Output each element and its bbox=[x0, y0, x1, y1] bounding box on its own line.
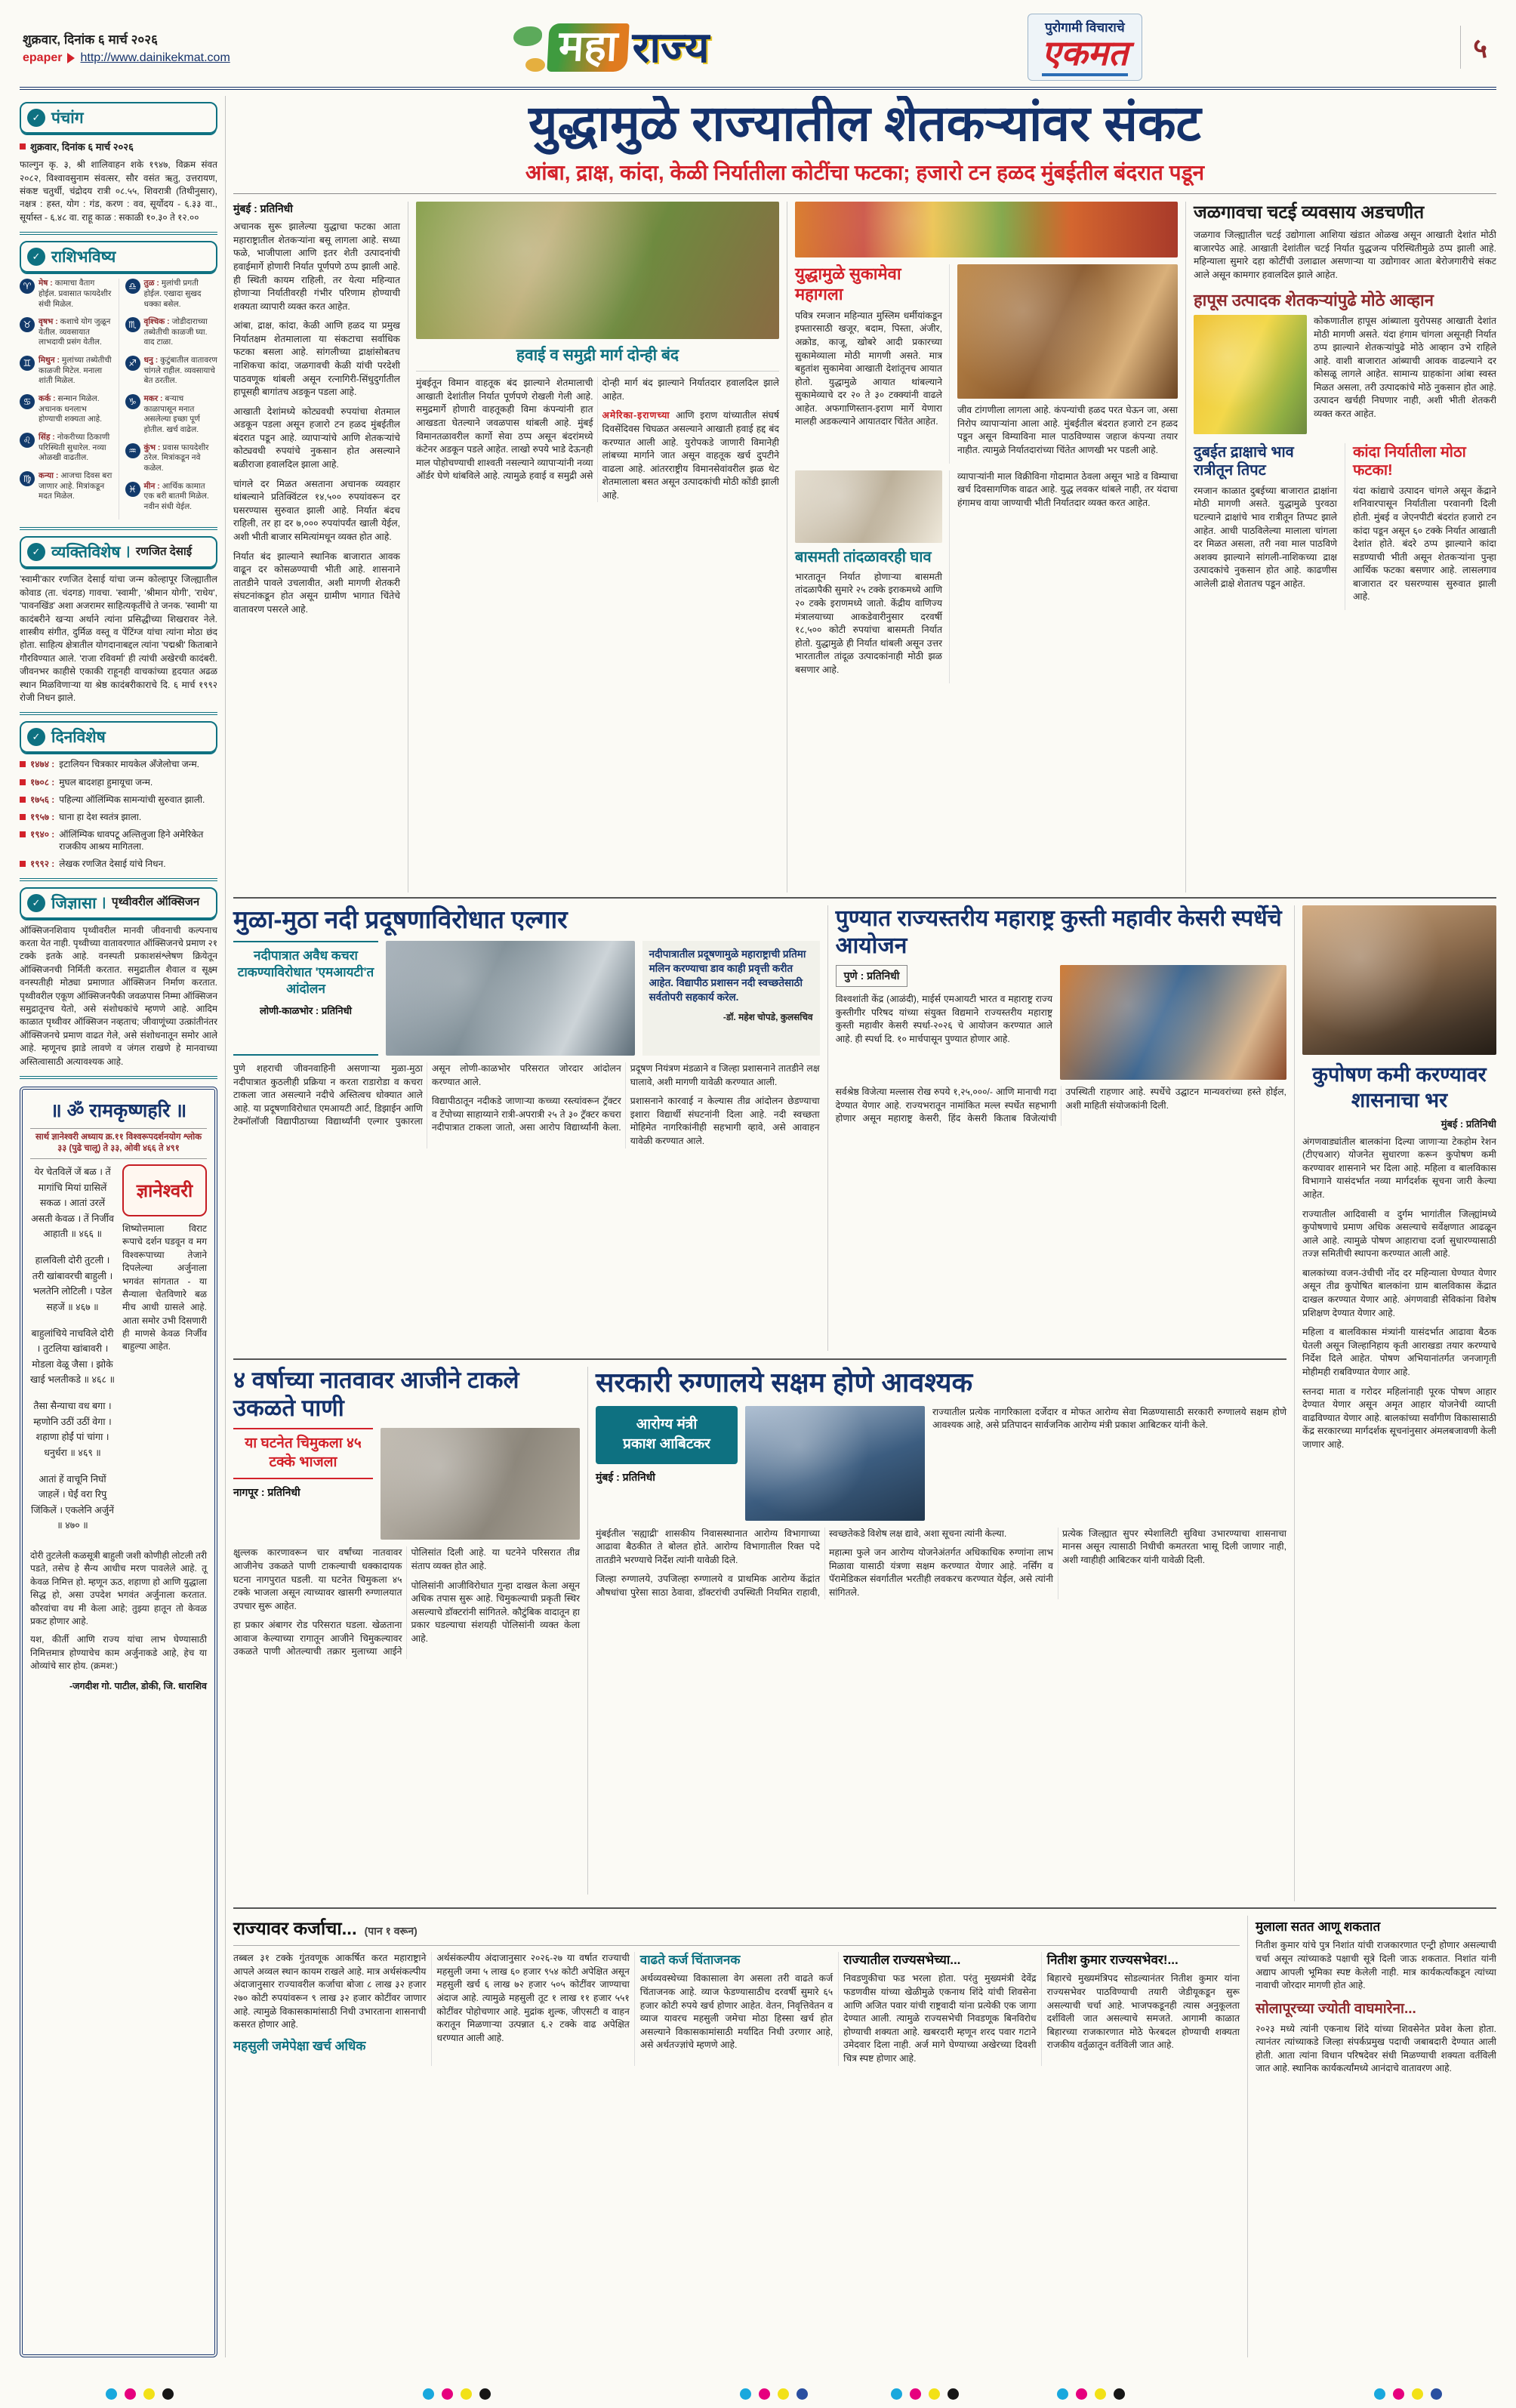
article-paragraph: पोलिसांनी आजीविरोधात गुन्हा दाखल केला असून अधिक तपास सुरू आहे. चिमुकल्याची प्रकृती स्थिर असल्याचे डॉक्टरांनी सांगितले. कौटुंबिक वादातून हा प्रकार घडल्याचा संशयही पोलिसांनी व्यक्त केला आहे. bbox=[411, 1580, 580, 1644]
kanda-headline: कांदा निर्यातीला मोठा फटका! bbox=[1353, 444, 1466, 479]
nishant-subhead: मुलाला सतत आणू शकतात bbox=[1256, 1919, 1381, 1935]
article-paragraph: निवडणुकीचा फड भरला होता. परंतु मुख्यमंत्री देवेंद्र फडणवीस यांच्या खेळीमुळे एकनाथ शिंदे यांची शिवसेना आणि अजित पवार यांची राष्ट्रवादी यांना प्रत्येकी एक जागा देण्यात आली. त्यामुळे राज्यसभेची निवडणूक बिनविरोध होण्याची शक्यता आहे. खबरदारी म्हणून शरद पवार गटाने उमेदवार दिला नाही. अर्ज मागे घेण्याच्या अखेरच्या दिवशी चित्र स्पष्ट होणार आहे. bbox=[843, 1973, 1037, 2064]
right-stories-column bbox=[1194, 202, 1496, 893]
karja-headline: राज्यावर कर्जाचा... bbox=[233, 1919, 357, 1940]
zodiac-leo-icon: ♌ bbox=[20, 433, 35, 448]
hospital-article bbox=[596, 1367, 1286, 1895]
article-paragraph: राज्यातील प्रत्येक नागरिकाला दर्जेदार व मोफत आरोग्य सेवा मिळण्यासाठी सरकारी रुग्णालये सक्षम होणे आवश्यक आहे, असे प्रतिपादन सार्वजनिक आरोग्य मंत्री प्रकाश आबिटकर यांनी केले. bbox=[932, 1406, 1286, 1431]
kuposhan-article bbox=[1294, 905, 1496, 1901]
dryfruit-column bbox=[795, 202, 1186, 893]
quote-box: नदीपात्रातील प्रदूषणामुळे महाराष्ट्राची प्रतिमा मलिन करण्याचा डाव काही प्रवृत्ती करीत आहेत. विद्यापीठ प्रशासन नदी स्वच्छतेसाठी सर्वतोपरी सहकार्य करेल. -डॉ. महेश चोपडे, कुलसचिव bbox=[642, 941, 820, 1056]
rashi-item: ♈ मेष : कामाचा वैताग होईल. प्रवासात फायदेशीर संधी मिळेल. bbox=[20, 279, 112, 310]
epaper-label[interactable]: epaper bbox=[23, 51, 63, 64]
divider: | bbox=[126, 545, 131, 559]
article-paragraph: अमेरिका-इराणच्या आणि इराण यांच्यातील संघर्ष दिवसेंदिवस चिघळत असल्याने आखाती हवाई हद्द बंद करण्यात आली आहे. युरोपकडे जाणारी विमानेही लांबच्या मार्गाने जात असून वाहतूक खर्च दुपटीने वाढला आहे. आंतरराष्ट्रीय विमानसेवांवरील झळ थेट शेतमालाला बसत असून उत्पादकांची मोठी कोंडी झाली आहे. bbox=[602, 410, 780, 501]
panchang-section bbox=[20, 96, 217, 235]
bullet-icon bbox=[20, 814, 26, 820]
masthead-rajya: राज्य bbox=[632, 23, 710, 71]
panchang-title: पंचांग bbox=[51, 109, 84, 128]
print-registration-marks bbox=[0, 2388, 1516, 2403]
kusti-headline: पुण्यात राज्यस्तरीय महाराष्ट्र कुस्ती महावीर केसरी स्पर्धेचे आयोजन bbox=[835, 906, 1282, 958]
article-paragraph: राज्यातील आदिवासी व दुर्गम भागांतील जिल्ह्यांमध्ये कुपोषणाचे प्रमाण अधिक असल्याचे सर्वेक्षणात आढळून आले आहे. त्यामुळे पोषण आहाराचा दर्जा सुधारण्यासाठी तज्ज्ञ समितीची स्थापना करण्यात आली आहे. bbox=[1302, 1208, 1496, 1259]
dinvishesh-item: १९५७ : घाना हा देश स्वतंत्र झाला. bbox=[20, 811, 217, 823]
woman-portrait-photo bbox=[1302, 905, 1496, 1055]
masthead-bar bbox=[20, 14, 1496, 90]
article-paragraph: जिल्हा रुग्णालये, उपजिल्हा रुग्णालये व प्राथमिक आरोग्य केंद्रांत औषधांचा पुरेसा साठा ठेवावा, डॉक्टरांची उपस्थिती नियमित राहावी, स्वच्छतेकडे विशेष लक्ष द्यावे, अशा सूचना त्यांनी केल्या. bbox=[596, 1528, 1007, 1598]
jidnyasa-body: ऑक्सिजनशिवाय पृथ्वीवरील मानवी जीवनाची कल्पनाच करता येत नाही. पृथ्वीच्या वातावरणात ऑक्सिजनचे प्रमाण २१ टक्के इतके आहे. वनस्पती प्रकाशसंश्लेषण क्रियेतून ऑक्सिजनची निर्मिती करतात. समुद्रातील शैवाल व सूक्ष्म वनस्पतीही मोठ्या प्रमाणात ऑक्सिजन निर्माण करतात. पृथ्वीवरील एकूण ऑक्सिजनपैकी जवळपास निम्मा ऑक्स‍िजन समुद्रातूनच येतो, असे संशोधकांचे म्हणणे आहे. आदिम काळात पृथ्वीवर ऑक्सिजन नव्हताच; जीवाणूंच्या उत्क्रांतीनंतर ऑक्सिजनचे प्रमाण वाढत गेले, असे संशोधनातून समोर आले आहे. म्हणूनच झाडे लावणे व जंगल राखणे हे मानवाच्या अस्तित्वासाठी अत्यावश्यक आहे. bbox=[20, 924, 217, 1067]
dinvishesh-title: दिनविशेष bbox=[51, 729, 106, 747]
main-headline: युद्धामुळे राज्यातील शेतकऱ्यांवर संकट bbox=[528, 96, 1201, 152]
article-paragraph: व्यापाऱ्यांनी माल विक्रीविना गोदामात ठेवला असून भाडे व विम्याचा खर्च दिवसागणिक वाढत आहे. युद्ध लवकर थांबले नाही, तर यंदाचा हंगामच वाया जाण्याची भीती निर्यातदार व्यक्त करत आहेत. bbox=[957, 470, 1178, 508]
mula-subbox: नदीपात्रात अवैध कचरा टाकण्याविरोधात 'एमआयटी'त आंदोलन लोणी-काळभोर : प्रतिनिधी bbox=[233, 941, 378, 1056]
panchang-body: फाल्गुन कृ. ३, श्री शालिवाहन शके १९४७, विक्रम संवत २०८२, विश्वावसुनाम संवत्सर, सौर वसंत ऋतु, उत्तरायण, संकष्ट चतुर्थी, चंद्रोदय रात्री ०८.५५, शिवरात्री (तिथीनुसार), नक्षत्र : हस्त, योग : गंड, करण : वव, सूर्योदय - ६.३३ वा., सूर्यास्त - ६.४८ वा. राहू काळ : सकाळी १०.३० ते १२.०० bbox=[20, 159, 217, 223]
jidnyasa-section bbox=[20, 881, 217, 1079]
main-content bbox=[225, 96, 1496, 2357]
mula-headline: मुळा-मुठा नदी प्रदूषणाविरोधात एल्गार bbox=[233, 905, 568, 934]
issue-date: शुक्रवार, दिनांक ६ मार्च २०२६ bbox=[23, 32, 158, 47]
zodiac-sagittarius-icon: ♐ bbox=[125, 356, 140, 371]
website-link[interactable]: http://www.dainikekmat.com bbox=[80, 51, 230, 64]
kuposhan-headline: कुपोषण कमी करण्यावर शासनाचा भर bbox=[1312, 1063, 1487, 1112]
article-paragraph: मुंबईतील 'सह्याद्री' शासकीय निवासस्थानात आरोग्य विभागाच्या आढावा बैठकीत ते बोलत होते. आरोग्य विभागातील रिक्त पदे तातडीने भरण्याचे निर्देश त्यांनी यावेळी दिले. bbox=[596, 1528, 820, 1565]
nitish-subhead: नितीश कुमार राज्यसभेवर!... bbox=[1046, 1953, 1179, 1968]
rashi-item: ♋ कर्क : सन्मान मिळेल. अचानक धनलाभ होण्याची शक्यता आहे. bbox=[20, 394, 112, 425]
verse: येर चेतविलें जें बळ । तें मागांचि मियां ग्रासिलें सकळ । आतां उरलें असती केवळ । तें निर्जीव आहाती ॥ ४६६ ॥ bbox=[31, 1166, 114, 1240]
main-subheadline: आंबा, द्राक्ष, कांदा, केळी निर्यातीला कोटींचा फटका; हजारो टन हळद मुंबईतील बंदरात पडून bbox=[233, 158, 1496, 194]
minister-label-box: आरोग्य मंत्री प्रकाश आबिटकर bbox=[596, 1406, 738, 1464]
article-paragraph: रमजान काळात दुबईच्या बाजारात द्राक्षांना मोठी मागणी असते. युद्धामुळे पुरवठा घटल्याने द्राक्षांचे भाव रात्रीतून तिप्पट झाले आहेत. आधी पाठविलेल्या मालाला चांगला दर मिळत असला, तरी नवा माल पाठविणे अशक्य झाल्याने सांगली-नाशिकच्या द्राक्ष उत्पादकांचे नुकसान होत आहे. काढणीस आलेली द्राक्षे शेतातच पडून आहेत. bbox=[1194, 485, 1337, 589]
registration-dots bbox=[1057, 2388, 1125, 2400]
issue-info bbox=[23, 30, 230, 65]
rashi-item: ♎ तुळ : मुलांची प्रगती होईल. एखादा सुखद धक्का बसेल. bbox=[125, 279, 218, 310]
zodiac-cancer-icon: ♋ bbox=[20, 394, 35, 409]
rashi-section bbox=[20, 235, 217, 530]
byline: पुणे : प्रतिनिधी bbox=[836, 965, 908, 987]
ekmat-brand bbox=[1028, 14, 1143, 81]
basmati-story bbox=[795, 470, 950, 683]
quote-attribution: -डॉ. महेश चोपडे, कुलसचिव bbox=[723, 1011, 813, 1022]
article-paragraph: अर्थव्यवस्थेच्या विकासाला वेग असला तरी वाढते कर्ज चिंताजनक आहे. व्याज फेडण्यासाठीच दरवर्षी सुमारे ६५ हजार कोटी रुपये खर्च होणार आहेत. वेतन, निवृत्तिवेतन व व्याज यावरच महसुली जमेचा मोठा हिस्सा खर्च होत असल्याने विकासकामांसाठी मर्यादित निधी उरणार आहे, असे अर्थतज्ज्ञांचे म्हणणे आहे. bbox=[639, 1973, 833, 2051]
karja-article bbox=[233, 1916, 1240, 2357]
jidnyasa-subject: पृथ्वीवरील ऑक्सिजन bbox=[112, 896, 200, 909]
article-paragraph: भारतातून निर्यात होणाऱ्या बासमती तांदळापैकी सुमारे २५ टक्के इराकमध्ये आणि २० टक्के इराणमध्ये जातो. केंद्रीय वाणिज्य मंत्रालयाच्या आकडेवारीनुसार दरवर्षी १८,५०० कोटी रुपयांचा बासमती निर्यात होतो. युद्धामुळे ही निर्यात थांबली असून उत्तर भारतातील तांदूळ उत्पादकांनाही मोठी झळ बसणार आहे. bbox=[795, 571, 942, 675]
brand-tagline: पुरोगामी विचाराचे bbox=[1045, 20, 1125, 35]
registration-dots bbox=[423, 2388, 491, 2400]
rajyasabha-subhead: राज्यातील राज्यसभेच्या... bbox=[843, 1953, 961, 1968]
article-paragraph: विद्यापीठातून नदीकडे जाणाऱ्या कच्च्या रस्त्यांवरून ट्रॅक्टर व टेंपोच्या साहाय्याने रात्री-अपरात्री २५ ते ३० ट्रॅक्टर कचरा नदीपात्रात टाकला जातो, असा आरोप विद्यार्थ्यांनी केला. प्रदूषण नियंत्रण मंडळाने व जिल्हा प्रशासनाने तातडीने लक्ष घालावे, अशी मागणी यावेळी करण्यात आली. bbox=[431, 1063, 820, 1133]
hospital-headline: सरकारी रुग्णालये सक्षम होणे आवश्यक bbox=[596, 1367, 973, 1398]
rashi-column-right bbox=[119, 279, 218, 520]
masthead-maha: महा bbox=[547, 23, 629, 72]
registration-dots bbox=[740, 2388, 808, 2400]
vyakti-section bbox=[20, 530, 217, 715]
article-paragraph: जीव टांगणीला लागला आहे. कंपन्यांची हळद परत घेऊन जा, असा निरोप व्यापाऱ्यांना आला आहे. मुंबईतील बंदरात हजारो टन हळद पडून असून विम्याविना माल पाठविण्यास जहाज कंपन्या तयार नाहीत. त्यामुळे निर्यातदारांच्या चिंतेत आणखी भर पडली आहे. bbox=[957, 405, 1178, 455]
bullet-icon bbox=[20, 861, 26, 867]
byline: मुंबई : प्रतिनिधी bbox=[596, 1470, 655, 1483]
verse: हालविली दोरी तुटली । तरी खांबावरची बाहुली । भलतेनि लोटिली । पडेल सहजें ॥ ४६७ ॥ bbox=[32, 1255, 113, 1312]
zodiac-aries-icon: ♈ bbox=[20, 279, 35, 294]
article-paragraph: महिला व बालविकास मंत्र्यांनी यासंदर्भात आढावा बैठक घेतली असून जिल्हानिहाय कृती आराखडा तयार करण्याचे निर्देश दिले आहेत. पोषण अभियानांतर्गत जनजागृती मोहीमही राबविण्यात येणार आहे. bbox=[1302, 1327, 1496, 1377]
dryfruit-story bbox=[795, 264, 950, 463]
wrestling-photo bbox=[1060, 965, 1286, 1080]
zodiac-virgo-icon: ♍ bbox=[20, 471, 35, 486]
market-story bbox=[957, 264, 1178, 463]
zodiac-gemini-icon: ♊ bbox=[20, 356, 35, 371]
registration-dots bbox=[891, 2388, 959, 2400]
rashi-item: ♉ वृषभ : कशाचे योग जुळून येतील. व्यवसायात लाभदायी प्रसंग येतील. bbox=[20, 317, 112, 348]
vyakti-header bbox=[20, 536, 217, 568]
dinvishesh-item: १९४० : ऑलिंम्पिक धावपटू अल्तिलुजा हिने अमेरिकेत राजकीय आश्रय मागितला. bbox=[20, 828, 217, 853]
article-paragraph: जळगाव जिल्ह्यातील चटई उद्योगाला आशिया खंडात ओळख असून आखाती देशांत मोठी बाजारपेठ आहे. आखाती देशांतील चटई निर्यात युद्धजन्य परिस्थितीमुळे ठप्प झाली आहे. महिन्याला सुमारे दहा कोटींची उलाढाल असणाऱ्या या उद्योगावर आता बेरोजगारीचे संकट आले असून कामगार हवालदिल झाले आहेत. bbox=[1194, 230, 1496, 280]
article-paragraph: तब्बल ३१ टक्के गुंतवणूक आकर्षित करत महाराष्ट्राने आपले अव्वल स्थान कायम राखले आहे. मात्र अर्थसंकल्पीय अंदाजानुसार राज्यावरील कर्जाचा बोजा ८ लाख ३२ हजार २७० कोटी रुपयांवरून ९ लाख ३२ हजार कोटींवर जाणार आहे. त्यामुळे विकासकामांसाठी निधी उभारताना शासनाची कसरत होणार आहे. bbox=[233, 1953, 427, 2030]
article-paragraph: विश्वशांती केंद्र (आळंदी), माईर्स एमआयटी भारत व महाराष्ट्र राज्य कुस्तीगीर परिषद यांच्या संयुक्त विद्यमाने राज्यस्तरीय महाराष्ट्र कुस्ती महावीर केसरी स्पर्धा-२०२६ चे आयोजन करण्यात आले आहे. ही स्पर्धा दि. १० मार्चपासून पुण्यात होणार आहे. bbox=[835, 993, 1052, 1044]
article-paragraph: अचानक सुरू झालेल्या युद्धाचा फटका आता महाराष्ट्रातील शेतकऱ्यांना बसू लागला आहे. सध्या फळे, भाजीपाला आणि इतर शेती उत्पादनांची हवाईमार्गे होणारी निर्यात पूर्णपणे ठप्प झाली आहे. ही स्थिती कायम राहिली, तर येत्या महिन्यात होणाऱ्या निर्यातीवरही गंभीर परिणाम होण्याची शक्यता व्यापारी व्यक्त करत आहेत. bbox=[233, 221, 400, 312]
rashi-item: ♏ वृश्चिक : जोडीदाराच्या तब्येतीची काळजी घ्या. वाद टाळा. bbox=[125, 317, 218, 348]
lead-body-column bbox=[233, 202, 408, 893]
bhakti-verses bbox=[30, 1164, 115, 1544]
article-paragraph: प्रशासनाने कारवाई न केल्यास तीव्र आंदोलन छेडण्याचा इशारा विद्यार्थी संघटनांनी दिला आहे. नदी स्वच्छता मोहिमेत नागरिकांनीही सहभागी व्हावे, असे आवाहन यावेळी करण्यात आले. bbox=[630, 1096, 820, 1147]
rashi-item: ♒ कुंभ : प्रवास फायदेशीर ठरेल. मित्रांकडून नवे कळेल. bbox=[125, 443, 218, 474]
dryfruit-headline: युद्धामुळे सुकामेवा महागला bbox=[795, 264, 901, 304]
rashi-title: राशिभविष्य bbox=[51, 248, 116, 267]
article-paragraph: नितीश कुमार यांचे पुत्र निशांत यांची राजकारणात एन्ट्री होणार असल्याची चर्चा असून त्यांच्याकडे पक्षाची सूत्रे दिली जाऊ शकतात. निशांत यांनी अद्याप आपली भूमिका स्पष्ट केलेली नाही. मात्र कार्यकर्त्यांकडून त्यांच्या नावाची जोरदार मागणी होत आहे. bbox=[1256, 1940, 1496, 1991]
article-paragraph: महात्मा फुले जन आरोग्य योजनेअंतर्गत अधिकाधिक रुग्णांना लाभ मिळावा यासाठी यंत्रणा सक्षम करण्यात येणार आहे. नर्सिंग व पॅरामेडिकल संवर्गातील भरतीही लवकरच करण्यात येईल, असे त्यांनी सांगितले. bbox=[829, 1547, 1053, 1598]
rashi-item: ♌ सिंह : नोकरीच्या ठिकाणी परिस्थिती सुधारेल. नव्या ओळखी वाढतील. bbox=[20, 433, 112, 464]
byline: नागपूर : प्रतिनिधी bbox=[233, 1485, 300, 1498]
play-arrow-icon bbox=[67, 53, 75, 63]
rashi-item: ♍ कन्या : आजचा दिवस बरा जाणार आहे. मित्रांकडून मदत मिळेल. bbox=[20, 471, 112, 502]
byline: मुंबई : प्रतिनिधी bbox=[1441, 1118, 1496, 1130]
article-paragraph: अर्थसंकल्पीय अंदाजानुसार २०२६-२७ या वर्षात राज्याची महसुली जमा ५ लाख ६० हजार ९५४ कोटी अपेक्षित असून महसुली खर्च ६ लाख ७२ हजार ५०५ कोटींवर जाण्याचा अंदाज आहे. त्यामुळे महसुली तूट १ लाख ११ हजार ५५१ कोटींवर पोहोचणार आहे. मुद्रांक शुल्क, जीएसटी व वाहन करातून मिळणाऱ्या उत्पन्नात ६.२ टक्के वाढ अपेक्षित धरण्यात आली आहे. bbox=[436, 1953, 630, 2043]
vyakti-subject: रणजित देसाई bbox=[136, 545, 193, 559]
karja-subhead: महसुली जमेपेक्षा खर्च अधिक bbox=[233, 2038, 366, 2053]
panchang-header bbox=[20, 102, 217, 134]
vyakti-body: 'स्वामी'कार रणजित देसाई यांचा जन्म कोल्हापूर जिल्ह्यातील कोवाड (ता. चंदगड) गावचा. 'स्वामी', 'श्रीमान योगी', 'राधेय', 'पावनखिंड' अशा अजरामर साहित्यकृतींचे ते जनक. 'स्वामी' या कादंबरीने खऱ्या अर्थाने त्यांना प्रसिद्धीच्या शिखरावर नेले. शास्त्रीय संगीत, दुर्मिळ वस्तू व पेंटिंग्ज यांचा त्यांना मोठा छंद होता. साहित्य क्षेत्रातील योगदानाबद्दल त्यांना 'पद्मश्री' किताबाने गौरविण्यात आले. 'राजा रविवर्मा' ही त्यांची अखेरची कादंबरी. जीवनभर काहीसे एकाकी राहूनही वाचकांच्या हृदयात अढळ स्थान मिळविणाऱ्या या श्रेष्ठ कादंबरीकाराचे दि. ६ मार्च १९९२ रोजी निधन झाले. bbox=[20, 574, 217, 703]
dinvishesh-item: १७०८ : मुघल बादशहा हुमायूचा जन्म. bbox=[20, 776, 217, 788]
bullet-icon bbox=[20, 761, 26, 767]
bottom-right-column bbox=[1247, 1916, 1496, 2357]
check-badge-icon: ✓ bbox=[27, 543, 45, 561]
bhakti-commentary: दोरी तुटलेली कळसूत्री बाहुली जशी कोणीही लोटली तरी पडते, तसेच हे सैन्य आधीच मरण पावलेले आहे. तू केवळ निमित्त हो. म्हणून ऊठ, शहाणा हो आणि युद्धाला सिद्ध हो, असा उपदेश भगवंत अर्जुनाला करतात. कौरवांचा वध मी केला आहे; तुझ्या हातून तो केवळ प्रकट होणार आहे. bbox=[30, 1550, 208, 1627]
article-paragraph: अंगणवाड्यांतील बालकांना दिल्या जाणाऱ्या टेकहोम रेशन (टीएचआर) योजनेत सुधारणा करून कुपोषण कमी करण्यावर शासनाने भर दिला आहे. महिला व बालविकास विभागाने यासंदर्भात नव्या मार्गदर्शक सूचना जारी केल्या आहेत. bbox=[1302, 1136, 1496, 1201]
kanda-story bbox=[1345, 443, 1496, 610]
article-paragraph: पवित्र रमजान महिन्यात मुस्लिम धर्मीयांकडून इफ्तारसाठी खजूर, बदाम, पिस्ता, अंजीर, अक्रोड, काजू, खोबरे आदी प्रकारच्या सुकामेव्याला मोठी मागणी असते. मात्र बहुतांश सुकामेवा आखाती देशांतूनच आयात होतो. युद्धामुळे आयात थांबल्याने सुकामेव्याचे दर २० ते ३० टक्क्यांनी वाढले आहेत. अफगाणिस्तान-इराण मार्गे येणारा मालही अडकल्याने आयातदार चिंतेत आहेत. bbox=[795, 310, 942, 427]
article-paragraph: मुंबईतून विमान वाहतूक बंद झाल्याने शेतमालाची आखाती देशांतील निर्यात पूर्णपणे रोखली गेली आहे. समुद्रमार्गे होणारी वाहतूकही विमा कंपन्यांनी हात आखडता घेतल्याने जवळपास थांबली आहे. मुंबई विमानतळावरील कार्गो सेवा ठप्प असून बंदरांमध्ये कंटेनर अडकून पडले आहेत. लाखो रुपये भाडे देऊनही माल पोहोचण्याची शाश्वती नसल्याने व्यापाऱ्यांनी नव्या ऑर्डर घेणे थांबविले आहे. त्यामुळे हवाई व समुद्री असे दोन्ही मार्ग बंद झाल्याने निर्यातदार हवालदिल झाले आहेत. bbox=[416, 378, 779, 482]
zodiac-pisces-icon: ♓ bbox=[125, 482, 140, 497]
paint-splash-icon bbox=[513, 26, 542, 46]
jyoti-subhead: सोलापूरच्या ज्योती वाघमारेना... bbox=[1256, 2000, 1416, 2017]
page-number: ५ bbox=[1460, 26, 1493, 69]
vyakti-title: व्यक्तिविशेष bbox=[51, 544, 121, 562]
mango-photo bbox=[1194, 315, 1307, 434]
verse: तैसा सैन्याचा वध बगा । म्हणोनि उठीं उठीं वेगा । शहाणा होईं पां चांगा । धनुर्धरा ॥ ४६९ ॥ bbox=[33, 1401, 112, 1458]
byline: लोणी-काळभोर : प्रतिनिधी bbox=[259, 1005, 352, 1017]
jidnyasa-title: जिज्ञासा bbox=[51, 894, 97, 912]
left-sidebar bbox=[20, 96, 217, 2357]
bottom-band bbox=[233, 1907, 1496, 2357]
check-badge-icon: ✓ bbox=[27, 728, 45, 746]
article-paragraph: यंदा कांद्याचे उत्पादन चांगले असून केंद्राने शनिवारपासून निर्यातीला परवानगी दिली होती. मुंबई व जेएनपीटी बंदरांत हजारो टन कांदा पडून असून ६० टक्के निर्यात आखाती देशांत होते. बंदरे ठप्प झाल्याने कांदा सडण्याची भीती असून शेतकऱ्यांना पुन्हा आर्थिक फटका बसणार आहे. लासलगाव बाजारात दर घसरण्यास सुरुवात झाली आहे. bbox=[1353, 485, 1496, 603]
jidnyasa-header bbox=[20, 887, 217, 919]
market-story-cont bbox=[957, 470, 1178, 683]
article-paragraph: स्तनदा माता व गरोदर महिलांनाही पूरक पोषण आहार देण्यात येणार असून अमृत आहार योजनेची व्याप्ती वाढविण्यात येणार आहे. बालकांच्या सर्वांगीण विकासासाठी केंद्र सरकारच्या मार्गदर्शक सूचनांनुसार अंमलबजावणी केली जाणार आहे. bbox=[1302, 1386, 1496, 1450]
bullet-icon bbox=[20, 143, 26, 150]
maharajya-logo bbox=[548, 23, 710, 72]
article-paragraph: क्षुल्लक कारणावरून चार वर्षांच्या नातवावर आजीनेच उकळते पाणी टाकल्याची धक्कादायक घटना नागपुरात घडली. या घटनेत चिमुकला ४५ टक्के भाजला असून त्याच्यावर खासगी रुग्णालयात उपचार सुरू आहेत. bbox=[233, 1547, 402, 1611]
dinvishesh-section bbox=[20, 715, 217, 880]
registration-dots bbox=[1374, 2388, 1442, 2400]
zodiac-scorpio-icon: ♏ bbox=[125, 317, 140, 332]
zodiac-aquarius-icon: ♒ bbox=[125, 443, 140, 458]
zodiac-capricorn-icon: ♑ bbox=[125, 394, 140, 409]
middle-band bbox=[233, 897, 1496, 1901]
bhakti-author: -जगदीश गो. पाटील, डोकी, जि. धाराशिव bbox=[69, 1680, 207, 1691]
red-lead-in: अमेरिका-इराणच्या bbox=[602, 410, 670, 421]
check-badge-icon: ✓ bbox=[27, 248, 45, 266]
check-badge-icon: ✓ bbox=[27, 109, 45, 127]
article-paragraph: बिहारचे मुख्यमंत्रिपद सोडल्यानंतर नितीश कुमार यांना राज्यसभेवर पाठविण्याची तयारी जेडीयूकडून सुरू असल्याची चर्चा आहे. भाजपकडूनही त्यास अनुकूलता दर्शविली जात असल्याचे समजते. आगामी काळात बिहारच्या राजकारणात मोठे फेरबदल होण्याची शक्यता राजकीय वर्तुळातून वर्तविली जात आहे. bbox=[1046, 1973, 1240, 2051]
dinvishesh-item: १४७४ : इटालियन चित्रकार मायकेल अँजेलोचा जन्म. bbox=[20, 758, 217, 770]
bullet-icon bbox=[20, 831, 26, 837]
lead-story-band bbox=[233, 202, 1496, 893]
rashi-item: ♓ मीन : आर्थिक कामात एक बरी बातमी मिळेल. नवीन संधी येईल. bbox=[125, 482, 218, 513]
minister-photo bbox=[745, 1406, 925, 1521]
bhakti-title: ॥ ॐ रामकृष्णहरि ॥ bbox=[50, 1099, 187, 1121]
article-paragraph: बालकांच्या वजन-उंचीची नोंद दर महिन्याला घेण्यात येणार असून तीव्र कुपोषित बालकांना ग्राम बालविकास केंद्रात दाखल करण्यात येणार आहे. अंगणवाडी सेविकांना विशेष प्रशिक्षण देण्यात येणार आहे. bbox=[1302, 1267, 1496, 1318]
bhakti-commentary: शिष्योत्तमाला विराट रूपाचे दर्शन घडवून व मग विश्वरूपाच्या तेजाने दिपलेल्या अर्जुनाला भगवंत सांगतात - या सैन्याला चेतविणारे बळ मीच आधी ग्रासले आहे. आता समोर उभी दिसणारी ही माणसे केवळ निर्जीव बाहुल्या आहेत. bbox=[122, 1222, 207, 1352]
registration-dots bbox=[106, 2388, 174, 2400]
hapus-headline: हापूस उत्पादक शेतकऱ्यांपुढे मोठे आव्हान bbox=[1194, 290, 1434, 310]
article-paragraph: कोकणातील हापूस आंब्याला युरोपसह आखाती देशांत मोठी मागणी असते. यंदा हंगाम चांगला असूनही निर्यात ठप्प झाल्याने शेतकऱ्यांपुढे मोठे आव्हान उभे राहिले आहे. वाशी बाजारात आंब्याची आवक वाढल्याने दर कोसळू लागले आहेत. सामान्य ग्राहकांना आंबा स्वस्त मिळत असला, तरी उत्पादकांचे मोठे नुकसान होत आहे. उत्पादन खर्चही निघणार नाही, अशी भीती शेतकरी व्यक्त करत आहेत. bbox=[1314, 316, 1496, 420]
market-vendor-photo bbox=[957, 264, 1178, 399]
kusti-article bbox=[836, 905, 1286, 1351]
brand-name: एकमत bbox=[1042, 35, 1129, 76]
article-paragraph: आंबा, द्राक्ष, कांदा, केळी आणि हळद या प्रमुख निर्यातक्षम शेतमालाला या संकटाचा सर्वाधिक फटका बसला आहे. सांगलीच्या द्राक्षांसोबतच नाशिकचा कांदा, जळगावची केळी यांची परदेशी पाठवणूक थांबली असून रत्नागिरी-सिंधुदुर्गातील हापूसही बागांतच अडकून पडला आहे. bbox=[233, 320, 400, 398]
rashi-column-left bbox=[20, 279, 112, 520]
basmati-headline: बासमती तांदळावरही घाव bbox=[795, 548, 932, 566]
rashi-item: ♐ धनु : कुटुंबातील वातावरण चांगले राहील. व्यवसायाचे बेत ठरतील. bbox=[125, 356, 218, 387]
scald-subhead: या घटनेत चिमुकला ४५ टक्के भाजला bbox=[233, 1428, 373, 1478]
airsea-headline: हवाई व समुद्री मार्ग दोन्ही बंद bbox=[416, 339, 779, 372]
dnyaneshwari-logo: ज्ञानेश्वरी bbox=[122, 1164, 207, 1216]
zodiac-libra-icon: ♎ bbox=[125, 279, 140, 294]
article-paragraph: आखाती देशांमध्ये कोट्यवधी रुपयांचा शेतमाल अडकून पडला असून हजारो टन हळद मुंबईतील बंदरात पडून आहे. व्यापाऱ्यांचे आणि शेतकऱ्यांचे कोट्यवधी रुपयांचे नुकसान होत असल्याने बळीराजा हवालदिल झाला आहे. bbox=[233, 405, 400, 470]
bhakti-section bbox=[20, 1087, 217, 2357]
verse: बाहुलांचिये नाचविले दोरी । तुटलिया खांबावरी । मोडला वेळू जैसा । झोके खाई भलतीकडे ॥ ४६८ ॥ bbox=[30, 1327, 115, 1386]
article-paragraph: सर्वश्रेष्ठ विजेत्या मल्लास रोख रुपये १,२५,०००/- आणि मानाची गदा देण्यात येणार आहे. राज्यभरातून नामांकित मल्ल स्पर्धेत सहभागी होणार असून महाराष्ट्र केसरी, हिंद केसरी किताब विजेत्यांची उपस्थिती राहणार आहे. स्पर्धेचे उद्घाटन मान्यवरांच्या हस्ते होईल, अशी माहिती संयोजकांनी दिली. bbox=[835, 1086, 1286, 1124]
bhakti-subtitle: सार्थ ज्ञानेश्वरी अध्याय क्र.११ विश्वरूपदर्शनयोग श्लोक ३३ (पुढे चालू) ते ३३, ओवी ४६६ ते ४९१ bbox=[30, 1128, 207, 1159]
article-paragraph: २०२३ मध्ये त्यांनी एकनाथ शिंदे यांच्या शिवसेनेत प्रवेश केला होता. त्यानंतर त्यांच्याकडे जिल्हा संपर्कप्रमुख पदाची जबाबदारी देण्यात आली होती. आता त्यांना विधान परिषदेवर संधी मिळण्याची शक्यता वर्तविली जात आहे. स्थानिक कार्यकर्त्यांमध्ये आनंदाचे वातावरण आहे. bbox=[1256, 2023, 1496, 2074]
bhakti-commentary: यश, कीर्ती आणि राज्य यांचा लाभ घेण्यासाठी निमित्तमात्र होण्याचेच काम अर्जुनाकडे आहे, हेच या ओव्यांचे सार होय. (क्रमश:) bbox=[30, 1634, 207, 1672]
check-badge-icon: ✓ bbox=[27, 894, 45, 912]
article-paragraph: पुणे शहराची जीवनवाहिनी असणाऱ्या मुळा-मुठा नदीपात्रात कुठलीही प्रक्रिया न करता राडारोडा व कचरा टाकला जात असल्याने नदीचे अस्तित्वच धोक्यात आले आहे. या प्रदूषणाविरोधात एमआयटी आर्ट, डिझाईन आणि टेक्नॉलॉजी विद्यापीठाच्या विद्यार्थ्यांनी एल्गार पुकारला असून लोणी-काळभोर परिसरात जोरदार आंदोलन करण्यात आले. bbox=[233, 1063, 621, 1127]
zodiac-taurus-icon: ♉ bbox=[20, 317, 35, 332]
protest-photo bbox=[386, 941, 635, 1056]
article-paragraph: निर्यात बंद झाल्याने स्थानिक बाजारात आवक वाढून दर कोसळण्याची भीती आहे. शासनाने तातडीने पावले उचलावीत, अशी मागणी शेतकरी संघटनांकडून होत असून ग्रामीण भागात चिंतेचे वातावरण पसरले आहे. bbox=[233, 550, 400, 615]
scald-headline: ४ वर्षाच्या नातवावर आजीने टाकले उकळते पाणी bbox=[233, 1367, 519, 1421]
fruits-collage-photo bbox=[795, 202, 1178, 257]
basmati-rice-photo bbox=[795, 470, 942, 543]
dinvishesh-item: १७५६ : पहिल्या ऑलिंम्पिक सामन्यांची सुरुवात झाली. bbox=[20, 794, 217, 806]
karja-subhead: वाढते कर्ज चिंताजनक bbox=[639, 1953, 741, 1968]
article-paragraph: प्रत्येक जिल्ह्यात सुपर स्पेशालिटी सुविधा उभारण्याचा शासनाचा मानस असून त्यासाठी निधीची कमतरता भासू दिली जाणार नाही, अशी ग्वाहीही आबिटकर यांनी यावेळी दिली. bbox=[1062, 1528, 1286, 1565]
bullet-icon bbox=[20, 797, 26, 803]
panchang-date: शुक्रवार, दिनांक ६ मार्च २०२६ bbox=[20, 140, 217, 153]
dubai-headline: दुबईत द्राक्षाचे भाव रात्रीतून तिपट bbox=[1194, 444, 1294, 479]
article-paragraph: हा प्रकार अंबागर रोड परिसरात घडला. खेळताना आवाज केल्याच्या रागातून आजीने चिमुकल्यावर उकळते पाणी ओतल्याची तक्रार मुलाच्या आईने पोलिसांत दिली आहे. या घटनेने परिसरात तीव्र संताप व्यक्त होत आहे. bbox=[233, 1547, 580, 1657]
article-paragraph: चांगले दर मिळत असताना अचानक व्यवहार थांबल्याने प्रतिक्विंटल १४,५०० रुपयांवरून दर घसरण्यास सुरुवात झाली आहे. निर्यात बंदच राहिली, तर हा दर ७,००० रुपयांपर्यंत खाली येईल, अशी भीती बाजार समित्यांमधून व्यक्त होत आहे. bbox=[233, 478, 400, 542]
divider: | bbox=[102, 896, 106, 909]
dinvishesh-header bbox=[20, 721, 217, 753]
byline: मुंबई : प्रतिनिधी bbox=[233, 202, 293, 215]
dinvishesh-item: १९९२ : लेखक रणजित देसाई यांचे निधन. bbox=[20, 858, 217, 870]
scald-article bbox=[233, 1367, 588, 1895]
rashi-item: ♑ मकर : बऱ्याच काळापासून मनात असलेल्या इच्छा पूर्ण होतील. खर्च वाढेल. bbox=[125, 394, 218, 436]
verse: आतां हें वाचूनि निघों जाहलें । घेईं वरा रिपु जिंकिलें । एकलेनि अर्जुनें ॥ ४७० ॥ bbox=[31, 1473, 114, 1531]
airsea-column bbox=[416, 202, 787, 893]
mula-mutha-article bbox=[233, 905, 828, 1351]
dubai-story bbox=[1194, 443, 1337, 610]
paint-splash-icon bbox=[525, 58, 545, 72]
jalgaon-headline: जळगावचा चटई व्यवसाय अडचणीत bbox=[1194, 202, 1425, 224]
bullet-icon bbox=[20, 779, 26, 785]
incident-photo bbox=[381, 1428, 580, 1540]
farmer-field-photo bbox=[416, 202, 779, 339]
continuation-note: (पान १ वरून) bbox=[364, 1925, 418, 1938]
rashi-item: ♊ मिथुन : मुलांच्या तब्येतीची काळजी मिटेल. मनाला शांती मिळेल. bbox=[20, 356, 112, 387]
rashi-header bbox=[20, 241, 217, 273]
